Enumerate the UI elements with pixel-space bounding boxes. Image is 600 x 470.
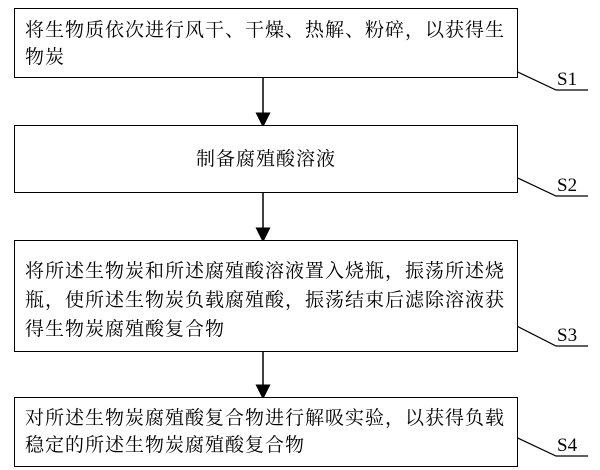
step-box-s2 — [14, 125, 518, 193]
step-box-s4 — [14, 397, 518, 467]
step-label-s3: S3 — [557, 325, 578, 346]
step-text-s1: 将生物质依次进行风干、干燥、热解、粉碎，以获得生物炭 — [25, 19, 506, 68]
step-label-s2: S2 — [557, 175, 578, 196]
step-box-s1 — [14, 8, 518, 78]
step-text-s3: 将所述生物炭和所述腐殖酸溶液置入烧瓶，振荡所述烧瓶，使所述生物炭负载腐殖酸，振荡结束后滤除溶液获得生物炭腐殖酸复合物 — [25, 260, 506, 340]
step-box-s3 — [14, 240, 518, 352]
step-label-s4: S4 — [557, 435, 578, 456]
step-label-s1: S1 — [557, 69, 578, 90]
step-text-s2: 制备腐殖酸溶液 — [195, 148, 336, 170]
step-text-s4: 对所述生物炭腐殖酸复合物进行解吸实验，以获得负载稳定的所述生物炭腐殖酸复合物 — [25, 407, 506, 456]
